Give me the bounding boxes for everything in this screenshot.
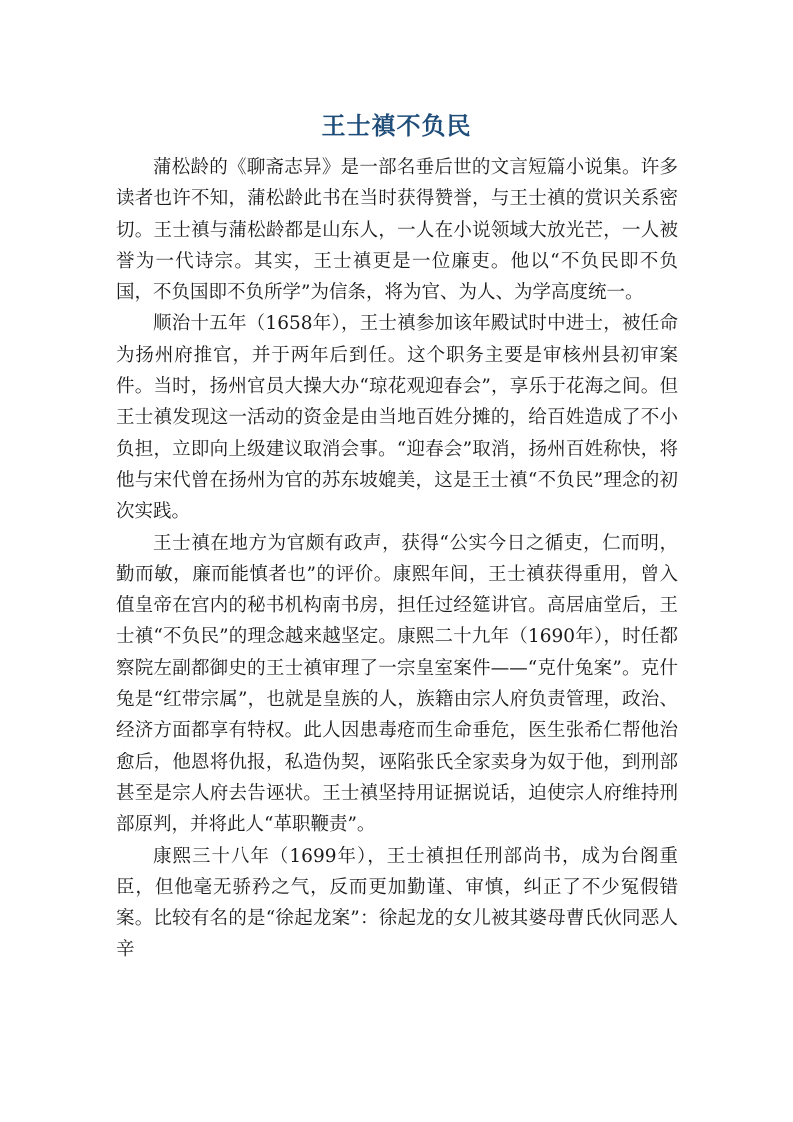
paragraph-4: 康熙三十八年（1699年），王士禛担任刑部尚书，成为台阁重臣，但他毫无骄矜之气，反而更加勤谨、审慎，纠正了不少冤假错案。比较有名的是“徐起龙案”：徐起龙的女儿被其婆母曹氏伙同恶人辛 [116,845,678,961]
page-title: 王士禛不负民 [321,112,472,140]
paragraph-2: 顺治十五年（1658年），王士禛参加该年殿试时中进士，被任命为扬州府推官，并于两年后到任。这个职务主要是审核州县初审案件。当时，扬州官员大操大办“琼花观迎春会”，享乐于花海之间。但王士禛发现这一活动的资金是由当地百姓分摊的，给百姓造成了不小负担，立即向上级建议取消会事。“迎春会”取消，扬州百姓称快，将他与宋代曾在扬州为官的苏东坡媲美，这是王士禛“不负民”理念的初次实践。 [116,313,678,523]
paragraph-1: 蒲松龄的《聊斋志异》是一部名垂后世的文言短篇小说集。许多读者也许不知，蒲松龄此书在当时获得赞誉，与王士禛的赏识关系密切。王士禛与蒲松龄都是山东人，一人在小说领域大放光芒，一人被誉为一代诗宗。其实，王士禛更是一位廉吏。他以“不负民即不负国，不负国即不负所学”为信条，将为官、为人、为学高度统一。 [116,157,678,304]
article-body [116,152,678,966]
paragraph-3: 王士禛在地方为官颇有政声，获得“公实今日之循吏，仁而明，勤而敏，廉而能慎者也”的评价。康熙年间，王士禛获得重用，曾入值皇帝在宫内的秘书机构南书房，担任过经筵讲官。高居庙堂后，王士禛“不负民”的理念越来越坚定。康熙二十九年（1690年），时任都察院左副都御史的王士禛审理了一宗皇室案件——“克什兔案”。克什兔是“红带宗属”，也就是皇族的人，族籍由宗人府负责管理，政治、经济方面都享有特权。此人因患毒疮而生命垂危，医生张希仁帮他治愈后，他恩将仇报，私造伪契，诬陷张氏全家卖身为奴于他，到刑部甚至是宗人府去告诬状。王士禛坚持用证据说话，迫使宗人府维持刑部原判，并将此人“革职鞭责”。 [116,532,678,836]
